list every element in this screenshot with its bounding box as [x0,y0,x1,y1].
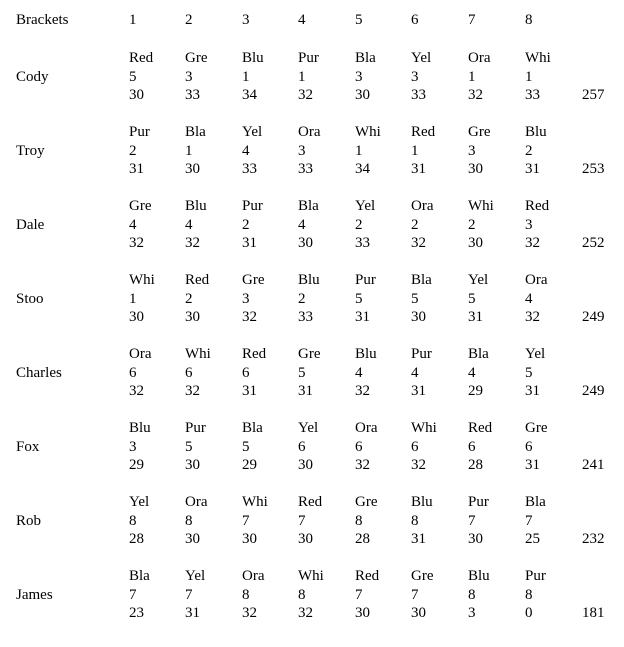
bracket-rank: 2 [129,142,137,159]
bracket-color: Blu [185,198,207,214]
bracket-rank: 3 [411,68,419,85]
bracket-rank: 3 [185,68,193,85]
bracket-rank: 3 [298,142,306,159]
bracket-color: Blu [411,494,433,510]
bracket-rank: 7 [355,586,363,603]
player-total: 249 [582,309,605,325]
bracket-rank: 6 [525,438,533,455]
bracket-score: 32 [185,235,200,251]
bracket-color: Whi [355,124,381,140]
bracket-score: 30 [185,531,200,547]
player-name: Dale [16,216,45,233]
bracket-score: 30 [411,605,426,621]
player-name: Charles [16,364,62,381]
bracket-score: 30 [185,161,200,177]
bracket-rank: 8 [411,512,419,529]
bracket-rank: 4 [242,142,250,159]
player-total: 241 [582,457,605,473]
bracket-color: Yel [185,568,206,584]
bracket-color: Gre [525,420,548,436]
bracket-color: Gre [129,198,152,214]
bracket-score: 33 [298,161,313,177]
bracket-number: 3 [242,12,250,28]
bracket-score: 32 [355,457,370,473]
bracket-color: Ora [298,124,321,140]
bracket-rank: 6 [468,438,476,455]
bracket-score: 31 [411,161,426,177]
bracket-score: 31 [411,531,426,547]
player-total: 181 [582,605,605,621]
bracket-rank: 6 [298,438,306,455]
bracket-score: 28 [468,457,483,473]
bracket-rank: 2 [411,216,419,233]
bracket-score: 29 [242,457,257,473]
bracket-rank: 6 [129,364,137,381]
bracket-color: Bla [298,198,319,214]
bracket-score: 34 [242,87,257,103]
bracket-score: 32 [525,235,540,251]
bracket-rank: 3 [468,142,476,159]
bracket-rank: 3 [242,290,250,307]
bracket-score: 30 [129,309,144,325]
bracket-score: 30 [185,309,200,325]
bracket-color: Red [185,272,210,288]
bracket-color: Bla [525,494,546,510]
bracket-score: 32 [355,383,370,399]
bracket-rank: 6 [411,438,419,455]
bracket-rank: 6 [242,364,250,381]
bracket-rank: 6 [185,364,193,381]
bracket-score: 34 [355,161,370,177]
bracket-score: 32 [525,309,540,325]
bracket-rank: 3 [129,438,137,455]
bracket-rank: 7 [185,586,193,603]
bracket-color: Ora [242,568,265,584]
bracket-score: 32 [185,383,200,399]
bracket-color: Bla [411,272,432,288]
bracket-color: Blu [129,420,151,436]
bracket-score: 30 [411,309,426,325]
bracket-rank: 1 [129,290,137,307]
bracket-color: Yel [129,494,150,510]
bracket-score: 31 [242,235,257,251]
bracket-score: 25 [525,531,540,547]
bracket-rank: 2 [185,290,193,307]
bracket-color: Pur [298,50,319,66]
bracket-score: 32 [129,383,144,399]
bracket-score: 31 [185,605,200,621]
bracket-rank: 5 [525,364,533,381]
bracket-rank: 8 [298,586,306,603]
bracket-color: Red [525,198,550,214]
bracket-color: Gre [298,346,321,362]
bracket-color: Yel [525,346,546,362]
bracket-rank: 1 [242,68,250,85]
player-name: Cody [16,68,49,85]
bracket-number: 7 [468,12,476,28]
bracket-score: 29 [468,383,483,399]
bracket-score: 30 [298,235,313,251]
bracket-score: 31 [411,383,426,399]
bracket-score: 33 [525,87,540,103]
bracket-score: 33 [185,87,200,103]
bracket-rank: 7 [525,512,533,529]
bracket-color: Blu [525,124,547,140]
bracket-color: Yel [468,272,489,288]
bracket-color: Pur [242,198,263,214]
bracket-score: 32 [411,235,426,251]
bracket-number: 8 [525,12,533,28]
bracket-color: Bla [468,346,489,362]
bracket-score: 32 [298,87,313,103]
player-total: 249 [582,383,605,399]
bracket-color: Bla [355,50,376,66]
bracket-score: 30 [242,531,257,547]
bracket-color: Red [411,124,436,140]
bracket-color: Gre [185,50,208,66]
bracket-color: Bla [129,568,150,584]
bracket-rank: 5 [468,290,476,307]
bracket-color: Pur [411,346,432,362]
player-total: 252 [582,235,605,251]
bracket-rank: 3 [355,68,363,85]
bracket-color: Yel [242,124,263,140]
bracket-color: Whi [242,494,268,510]
bracket-score: 31 [525,161,540,177]
bracket-color: Red [242,346,267,362]
bracket-rank: 4 [468,364,476,381]
bracket-color: Whi [468,198,494,214]
bracket-rank: 2 [242,216,250,233]
bracket-score: 32 [242,309,257,325]
bracket-score: 33 [355,235,370,251]
bracket-rank: 1 [411,142,419,159]
bracket-rank: 4 [411,364,419,381]
bracket-rank: 1 [185,142,193,159]
bracket-score: 31 [129,161,144,177]
bracket-score: 31 [298,383,313,399]
bracket-score: 28 [355,531,370,547]
bracket-score: 32 [242,605,257,621]
player-total: 232 [582,531,605,547]
player-name: Troy [16,142,45,159]
bracket-score: 30 [468,235,483,251]
bracket-number: 5 [355,12,363,28]
bracket-number: 6 [411,12,419,28]
bracket-rank: 7 [468,512,476,529]
bracket-color: Whi [129,272,155,288]
bracket-score: 30 [355,605,370,621]
bracket-number: 1 [129,12,137,28]
bracket-score: 30 [298,457,313,473]
bracket-color: Ora [355,420,378,436]
bracket-color: Bla [185,124,206,140]
bracket-color: Ora [525,272,548,288]
bracket-color: Bla [242,420,263,436]
bracket-score: 31 [525,457,540,473]
bracket-rank: 2 [355,216,363,233]
bracket-color: Yel [411,50,432,66]
bracket-color: Gre [242,272,265,288]
bracket-rank: 5 [185,438,193,455]
bracket-color: Gre [468,124,491,140]
bracket-rank: 6 [355,438,363,455]
bracket-rank: 7 [242,512,250,529]
bracket-color: Pur [185,420,206,436]
bracket-rank: 7 [298,512,306,529]
player-name: James [16,586,53,603]
bracket-rank: 8 [185,512,193,529]
bracket-score: 32 [129,235,144,251]
bracket-rank: 7 [129,586,137,603]
bracket-rank: 1 [525,68,533,85]
bracket-score: 32 [411,457,426,473]
bracket-score: 32 [298,605,313,621]
bracket-rank: 3 [525,216,533,233]
bracket-color: Red [298,494,323,510]
bracket-rank: 8 [129,512,137,529]
bracket-score: 30 [129,87,144,103]
bracket-rank: 7 [411,586,419,603]
bracket-score: 30 [468,531,483,547]
bracket-rank: 4 [129,216,137,233]
bracket-color: Ora [411,198,434,214]
bracket-number: 2 [185,12,193,28]
bracket-color: Whi [411,420,437,436]
bracket-score: 32 [468,87,483,103]
bracket-rank: 4 [355,364,363,381]
bracket-color: Whi [525,50,551,66]
bracket-rank: 8 [468,586,476,603]
bracket-color: Gre [355,494,378,510]
bracket-rank: 5 [242,438,250,455]
bracket-color: Ora [129,346,152,362]
bracket-color: Yel [355,198,376,214]
bracket-score: 0 [525,605,533,621]
bracket-color: Red [355,568,380,584]
bracket-score: 33 [411,87,426,103]
bracket-color: Pur [525,568,546,584]
bracket-color: Red [468,420,493,436]
player-total: 257 [582,87,605,103]
bracket-score: 31 [468,309,483,325]
bracket-score: 33 [242,161,257,177]
bracket-rank: 4 [525,290,533,307]
bracket-color: Blu [298,272,320,288]
player-total: 253 [582,161,605,177]
bracket-rank: 1 [298,68,306,85]
bracket-score: 23 [129,605,144,621]
bracket-color: Ora [185,494,208,510]
player-name: Stoo [16,290,44,307]
bracket-score: 28 [129,531,144,547]
bracket-color: Yel [298,420,319,436]
bracket-color: Ora [468,50,491,66]
bracket-score: 29 [129,457,144,473]
bracket-score: 30 [355,87,370,103]
bracket-score: 30 [185,457,200,473]
bracket-rank: 5 [355,290,363,307]
bracket-rank: 8 [242,586,250,603]
bracket-score: 3 [468,605,476,621]
bracket-score: 31 [355,309,370,325]
bracket-color: Blu [355,346,377,362]
bracket-rank: 2 [468,216,476,233]
bracket-rank: 8 [525,586,533,603]
bracket-color: Whi [298,568,324,584]
bracket-color: Red [129,50,154,66]
bracket-number: 4 [298,12,306,28]
bracket-rank: 1 [355,142,363,159]
bracket-color: Pur [468,494,489,510]
bracket-color: Pur [355,272,376,288]
bracket-rank: 2 [298,290,306,307]
bracket-color: Blu [242,50,264,66]
bracket-rank: 5 [129,68,137,85]
bracket-rank: 4 [185,216,193,233]
bracket-score: 30 [298,531,313,547]
bracket-color: Pur [129,124,150,140]
bracket-color: Whi [185,346,211,362]
player-name: Fox [16,438,40,455]
player-name: Rob [16,512,42,529]
bracket-color: Blu [468,568,490,584]
bracket-color: Gre [411,568,434,584]
bracket-rank: 5 [298,364,306,381]
bracket-score: 31 [525,383,540,399]
bracket-score: 30 [468,161,483,177]
bracket-rank: 8 [355,512,363,529]
header-label: Brackets [16,12,69,28]
bracket-score: 33 [298,309,313,325]
bracket-rank: 5 [411,290,419,307]
bracket-rank: 1 [468,68,476,85]
bracket-score: 31 [242,383,257,399]
bracket-rank: 2 [525,142,533,159]
bracket-rank: 4 [298,216,306,233]
